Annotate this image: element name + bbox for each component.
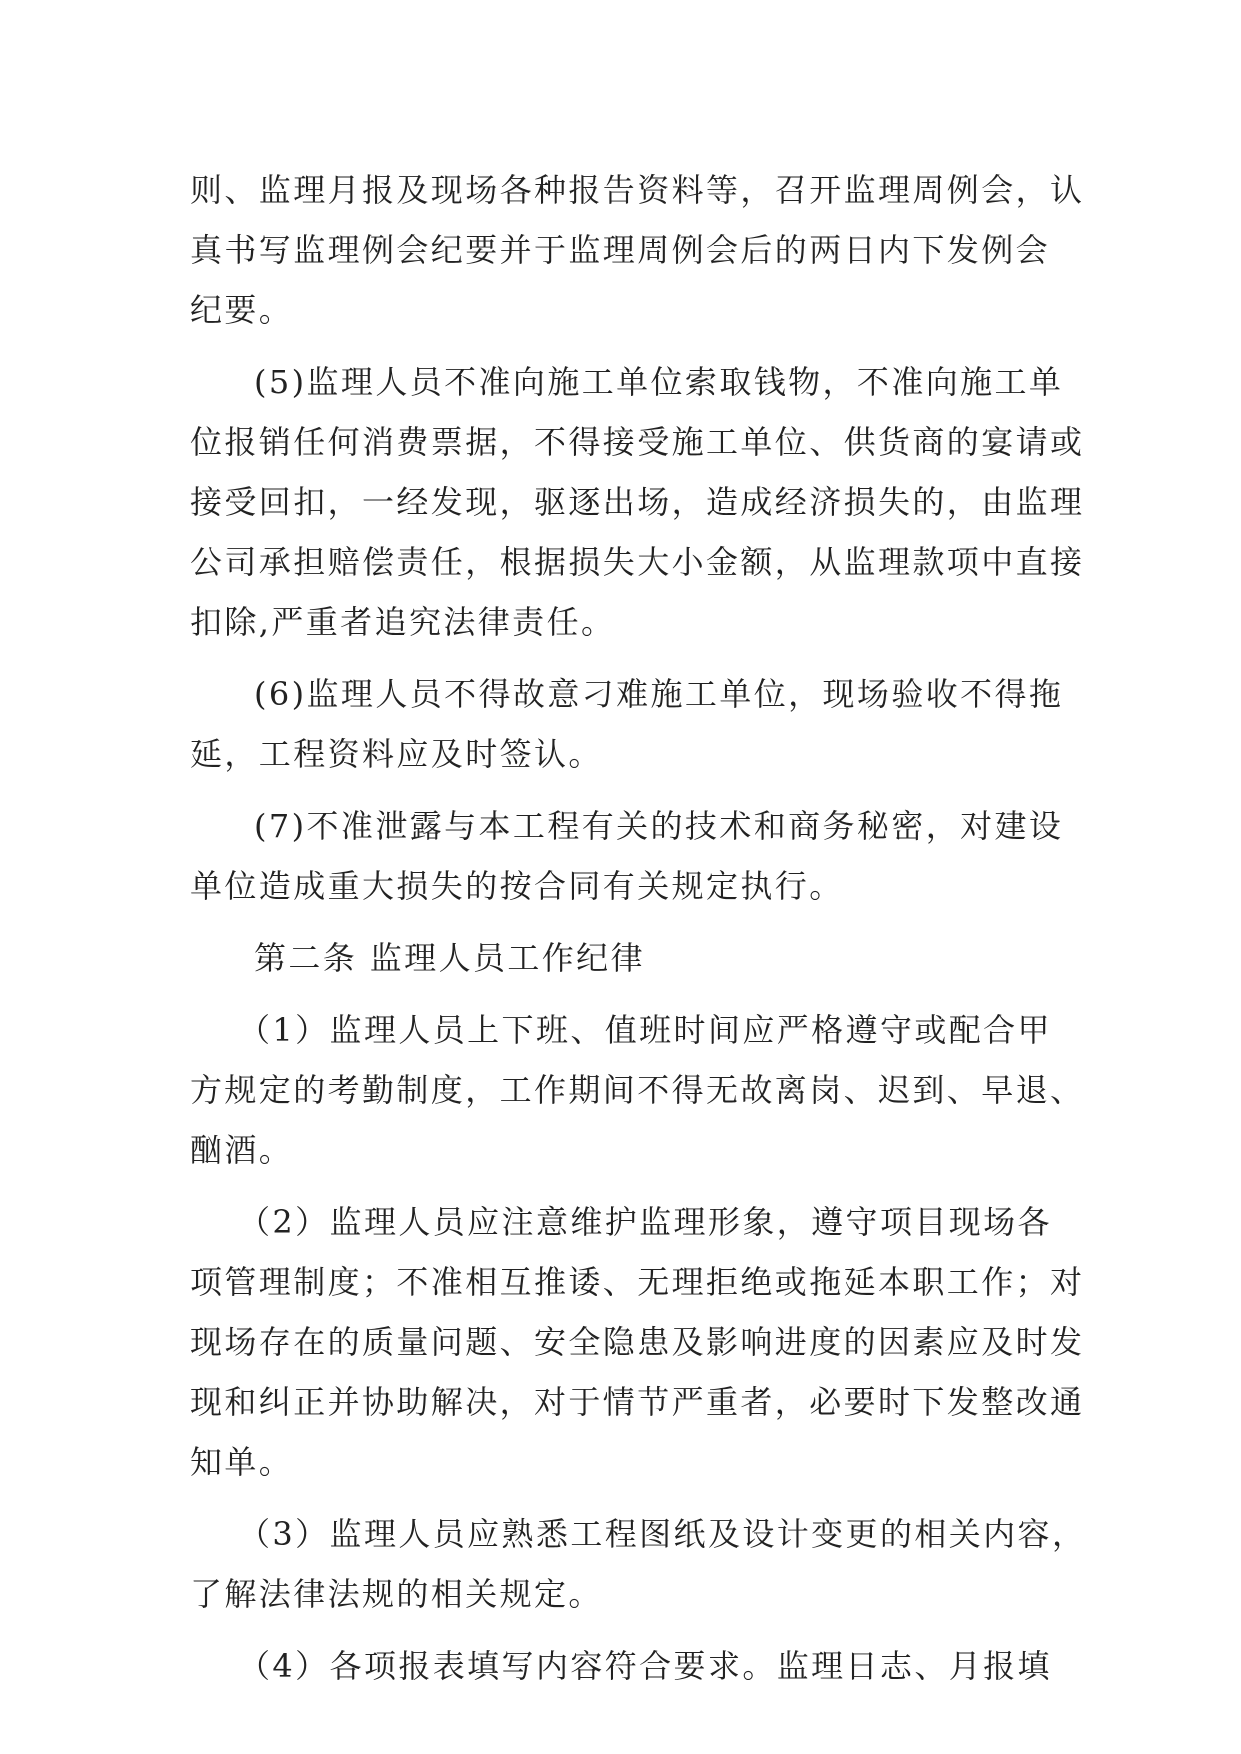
text-line: 知单。: [190, 1443, 294, 1481]
text-line: (7)不准泄露与本工程有关的技术和商务秘密，对建设: [254, 807, 1064, 845]
text-line: 现和纠正并协助解决，对于情节严重者，必要时下发整改通: [190, 1383, 1085, 1421]
text-line: 单位造成重大损失的按合同有关规定执行。: [190, 867, 844, 905]
text-line: 项管理制度；不准相互推诿、无理拒绝或拖延本职工作；对: [190, 1263, 1085, 1301]
text-line: 扣除,严重者追究法律责任。: [190, 603, 616, 641]
text-line: （2）监理人员应注意维护监理形象，遵守项目现场各: [238, 1203, 1052, 1241]
document-body: [190, 160, 1087, 1696]
section-heading: 第二条 监理人员工作纪律: [254, 939, 645, 977]
text-line: (6)监理人员不得故意刁难施工单位，现场验收不得拖: [254, 675, 1064, 713]
text-line: 延，工程资料应及时签认。: [190, 735, 603, 773]
text-line: 酗酒。: [190, 1131, 294, 1169]
text-line: 则、监理月报及现场各种报告资料等，召开监理周例会，认: [190, 171, 1085, 209]
text-line: （4）各项报表填写内容符合要求。监理日志、月报填: [238, 1647, 1052, 1685]
text-line: 纪要。: [190, 291, 294, 329]
text-line: 接受回扣，一经发现，驱逐出场，造成经济损失的，由监理: [190, 483, 1085, 521]
text-line: （3）监理人员应熟悉工程图纸及设计变更的相关内容，: [238, 1515, 1087, 1553]
text-line: 真书写监理例会纪要并于监理周例会后的两日内下发例会: [190, 231, 1051, 269]
text-line: 现场存在的质量问题、安全隐患及影响进度的因素应及时发: [190, 1323, 1085, 1361]
text-line: 公司承担赔偿责任，根据损失大小金额，从监理款项中直接: [190, 543, 1085, 581]
text-line: 了解法律法规的相关规定。: [190, 1575, 603, 1613]
text-line: （1）监理人员上下班、值班时间应严格遵守或配合甲: [238, 1011, 1052, 1049]
text-line: 方规定的考勤制度，工作期间不得无故离岗、迟到、早退、: [190, 1071, 1085, 1109]
text-line: 位报销任何消费票据，不得接受施工单位、供货商的宴请或: [190, 423, 1085, 461]
text-line: (5)监理人员不准向施工单位索取钱物，不准向施工单: [254, 363, 1064, 401]
